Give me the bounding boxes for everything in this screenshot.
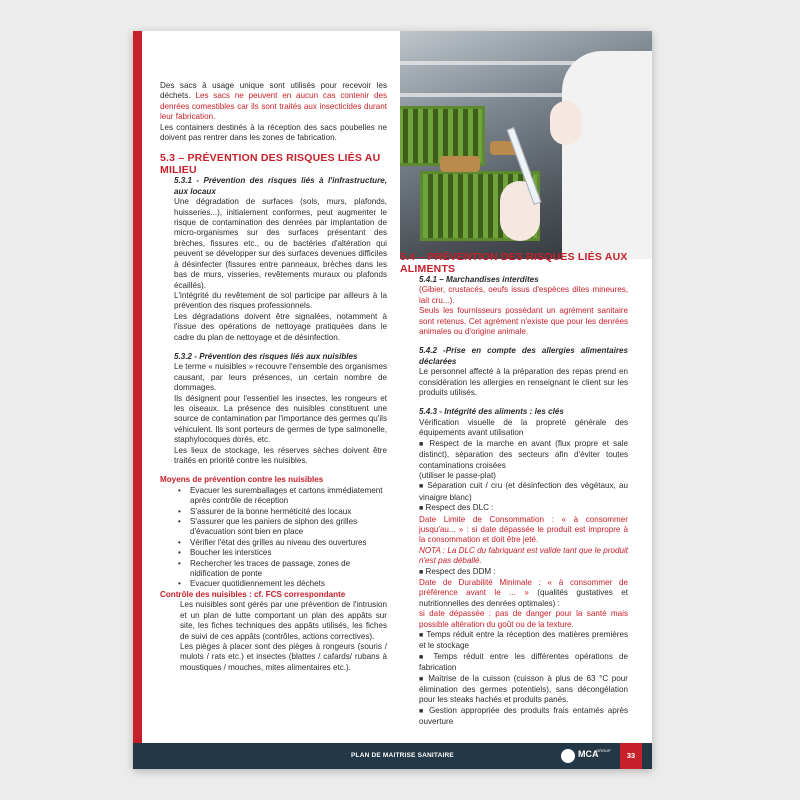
right-column [400, 251, 628, 728]
ddm-text: Date de Durabilité Minimale : « à consommer de préférence avant le ... » (qualités gustatives et nutritionnelles des denrées optimales) : [419, 577, 628, 608]
subsection-heading: 5.3.2 - Prévention des risques liés aux nuisibles [174, 351, 358, 361]
paragraph: Les lieux de stockage, les réserves sèches doivent être traités en priorité contre les nuisibles. [174, 445, 387, 465]
list-item: • S'assurer que les paniers de siphon des grilles d'évacuation sont bien en place [178, 517, 387, 538]
intro-paragraph: Des sacs à usage unique sont utilisés pour recevoir les déchets. Les sacs ne peuvent en aucun cas contenir des denrées comestibles car ils sont traités aux insecticides durant leur fabrication. [160, 81, 388, 122]
subsection-heading: 5.4.3 - Intégrité des aliments : les clés [419, 407, 564, 417]
list-item: • Evacuer quotidiennement les déchets [178, 579, 387, 589]
page-footer [133, 743, 652, 769]
paragraph: Ils désignent pour l'essentiel les insectes, les rongeurs et les oiseaux. La présence des nuisibles constituent une source de contamination par l'importance des germes qu'ils véhiculent. Ils sont porteurs de germes de type salmonelle, staphylocoques dorés, etc. [174, 393, 387, 445]
square-bullet-icon: ■ [419, 483, 425, 491]
logo-text: MCA [578, 749, 599, 759]
list-item: • Rechercher les traces de passage, zones de nidification de ponte [178, 559, 387, 580]
prevention-list [160, 486, 387, 590]
key-item: ■ Respect des DLC : [419, 503, 494, 513]
paragraph: L'intégrité du revêtement de sol participe par ailleurs à la prévention des risques professionnels. [174, 290, 387, 311]
square-bullet-icon: ■ [419, 505, 424, 513]
key-item: ■ Séparation cuit / cru (et désinfection des végétaux, au vinaigre blanc) [419, 481, 628, 502]
red-side-bar [133, 31, 142, 743]
paragraph: Une dégradation de surfaces (sols, murs, plafonds, huisseries...), initialement conformes, peut augmenter le risque de contamination des denrées par implantation de micro-organismes sur des surfaces présentant des brèches, fissures etc., ou de bactéries d'altération qui peuvent se développer sur des surfaces devenues difficiles à désinfecter (fissures entre panneaux, brèches dans les bas de murs, visseries, revêtements muraux ou plafonds écaillés). [174, 197, 387, 290]
list-item: • Evacuer les suremballages et cartons immédiatement après contrôle de réception [178, 486, 387, 507]
page-number: 33 [620, 743, 642, 769]
list-item: • S'assurer de la bonne herméticité des locaux [178, 507, 387, 517]
lab-coat [562, 51, 652, 259]
laboratory-photo [400, 31, 652, 259]
intro-paragraph: Les containers destinés à la réception des sacs poubelles ne doivent pas rentrer dans les zones de fabrication. [160, 122, 387, 143]
key-item: ■ Temps réduit entre les différentes opérations de fabrication [419, 651, 629, 673]
subsection-heading: 5.3.1 - Prévention des risques liés à l'infrastructure, aux locaux [174, 176, 387, 196]
key-item: ■ Respect de la marche en avant (flux propre et sale distinct), séparation des secteurs afin d'éviter toutes contaminations croisées [419, 438, 628, 470]
paragraph: Les nuisibles sont gérés par une prévention de l'intrusion et un plan de lutte comportant un plan des appâts sur site, les fiches techniques des appâts utilisés, les fiches de suivi de ces appâts (contrôles, actions correctives). [180, 600, 387, 641]
paragraph: Vérification visuelle de la propreté générale des équipements avant utilisation [419, 417, 628, 438]
left-column [160, 81, 387, 673]
gloved-hand [550, 101, 582, 145]
section-heading: 5.4 – PRÉVENTION DES RISQUES LIÉS AUX ALIMENTS [400, 251, 628, 275]
document-page [133, 31, 652, 769]
square-bullet-icon: ■ [419, 568, 424, 576]
dlc-note: NOTA : La DLC du fabriquant est valide tant que le produit n'est pas déballé. [419, 545, 628, 566]
dlc-text: Date Limite de Consommation : « à consommer jusqu'au... » : si date dépassée le produit est impropre à la consommation et doit être jeté. [419, 514, 628, 545]
key-item: ■ Maitrise de la cuisson (cuisson à plus de 63 °C pour élimination des germes potentiels), sans décongélation pour les steaks hachés et produits panés. [419, 673, 629, 705]
paragraph: Seuls les fournisseurs possédant un agrément sanitaire sont retenus. Cet agrément n'existe que pour les denrées animales ou d'origine animale. [419, 306, 628, 337]
paragraph: Les pièges à placer sont des pièges à rongeurs (souris / mulots / rats etc.) et insectes (blattes / cafards/ rubans à moustiques / mouches, mites alimentaires etc.). [180, 641, 387, 672]
paragraph: Les dégradations doivent être signalées, notamment à l'issue des opérations de nettoyage pratiquées dans le cadre du plan de nettoyage et de désinfection. [174, 311, 387, 342]
logo-subtext: GROUP [596, 748, 611, 753]
square-bullet-icon: ■ [419, 632, 424, 639]
prevention-heading: Moyens de prévention contre les nuisibles [160, 475, 324, 485]
food-item [440, 156, 480, 172]
square-bullet-icon: ■ [419, 675, 425, 683]
key-item: ■ Respect des DDM : [419, 566, 496, 576]
square-bullet-icon: ■ [419, 653, 428, 661]
list-item: • Boucher les interstices [178, 548, 387, 558]
key-item: ■ Gestion appropriée des produits frais entamés après ouverture [419, 705, 628, 727]
list-item: • Vérifier l'état des grilles au niveau des ouvertures [178, 538, 387, 548]
square-bullet-icon: ■ [419, 707, 425, 715]
paragraph: (utiliser le passe-plat) [419, 470, 496, 480]
key-item: ■ Temps réduit entre la réception des matières premières et le stockage [419, 630, 629, 651]
section-heading: 5.3 – PRÉVENTION DES RISQUES LIÉS AU MILIEU [160, 152, 381, 177]
paragraph: Le terme « nuisibles » recouvre l'ensemble des organismes causant, par leurs présences, un certain nombre de dommages. [174, 362, 387, 393]
paragraph: (Gibier, crustacés, oeufs issus d'espèces dites mineures, lait cru...). [419, 285, 628, 305]
control-heading: Contrôle des nuisibles : cf. FCS correspondante [160, 589, 346, 599]
ddm-text: si date dépassée : pas de danger pour la santé mais possible altération du goût ou de la texture. [419, 609, 628, 629]
paragraph: Le personnel affecté à la préparation des repas prend en considération les allergies en renseignant le client sur les produits utilisés. [419, 367, 628, 398]
subsection-heading: 5.4.1 – Marchandises interdites [419, 275, 539, 284]
square-bullet-icon: ■ [419, 440, 426, 448]
footer-title: PLAN DE MAITRISE SANITAIRE [351, 752, 454, 759]
mca-logo-icon [561, 749, 575, 763]
subsection-heading: 5.4.2 -Prise en compte des allergies alimentaires déclarées [419, 346, 628, 366]
